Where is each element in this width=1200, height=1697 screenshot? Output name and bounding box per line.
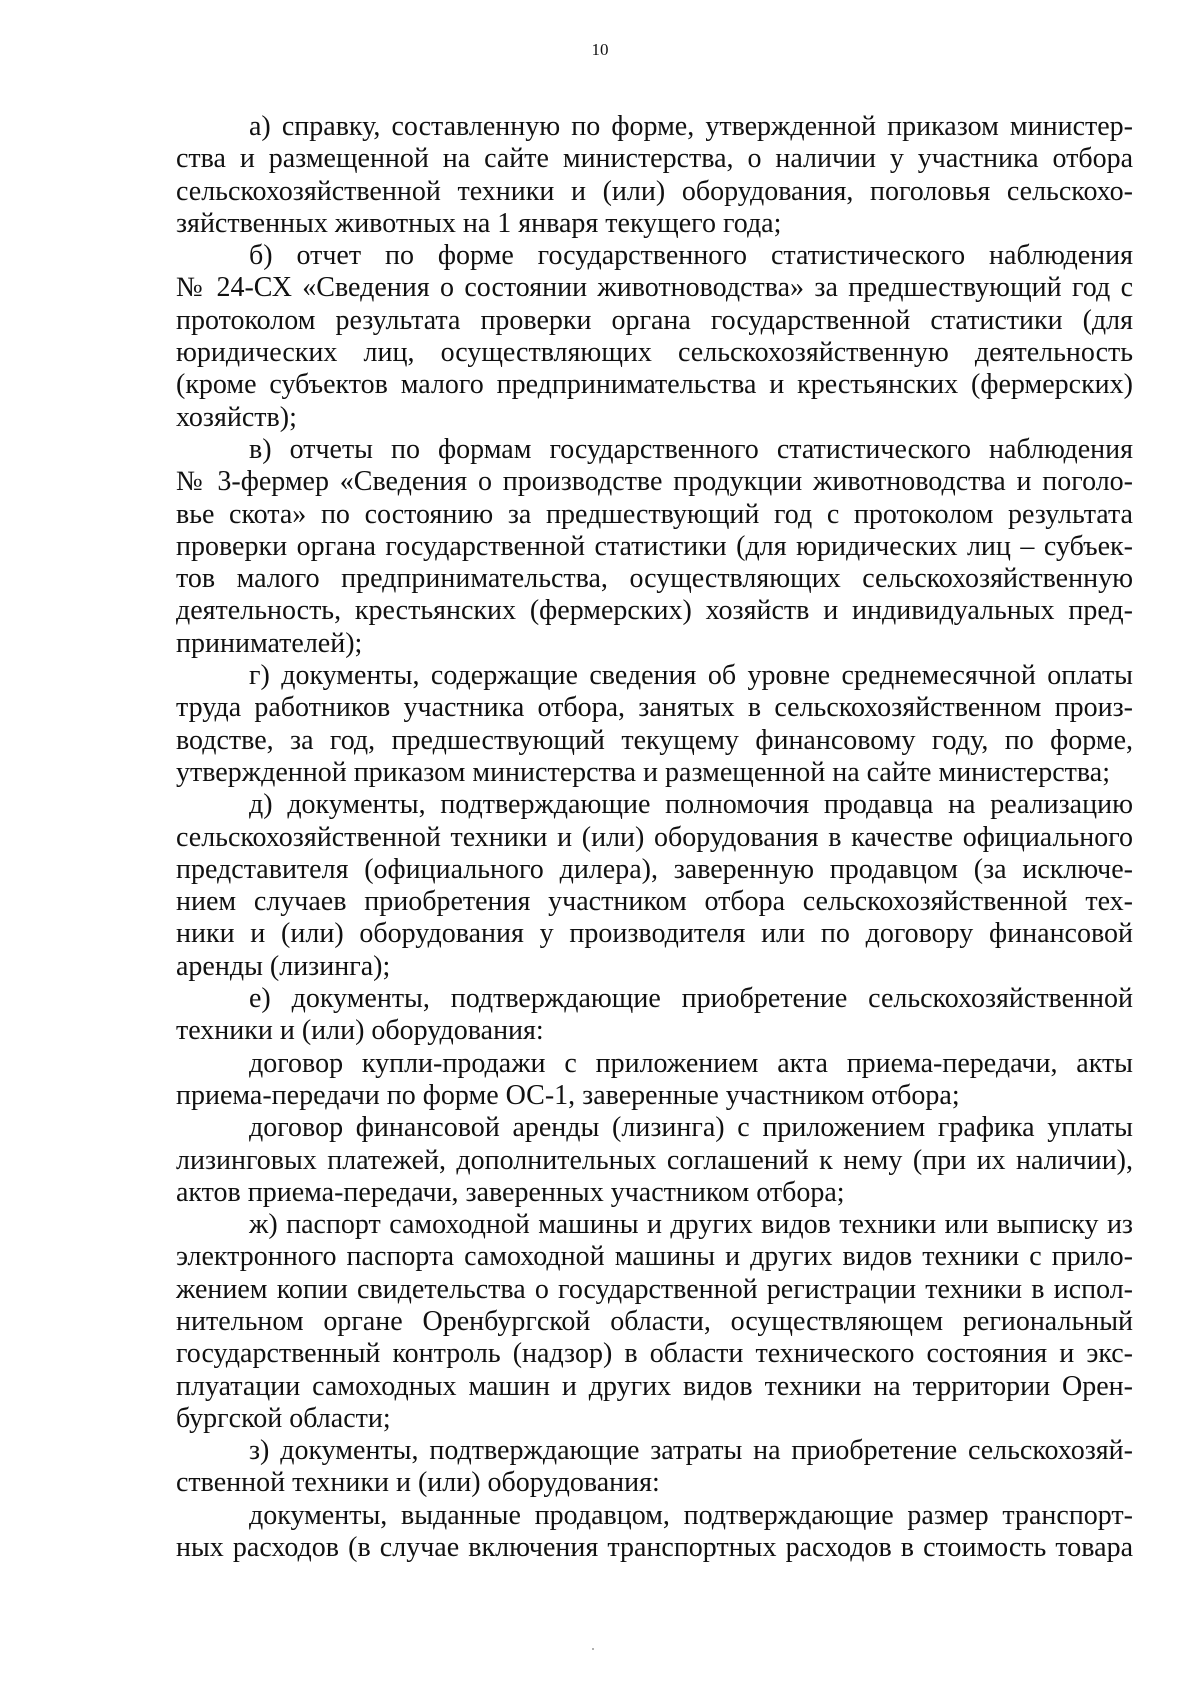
text-line: бургской области; — [176, 1402, 391, 1434]
text-line: тов малого предпринимательства, осуществляющих сельскохозяйственную — [176, 563, 1133, 595]
text-line: зяйственных животных на 1 января текущего года; — [176, 207, 782, 239]
text-line: плуатации самоходных машин и других видов техники на территории Орен- — [176, 1370, 1133, 1402]
text-line: труда работников участника отбора, занятых в сельскохозяйственном произ- — [176, 692, 1133, 724]
text-line: договор финансовой аренды (лизинга) с приложением графика уплаты — [249, 1112, 1133, 1144]
text-line: сельскохозяйственной техники и (или) оборудования в качестве официального — [176, 821, 1133, 853]
text-line: в) отчеты по формам государственного статистического наблюдения — [249, 433, 1133, 465]
text-line: сельскохозяйственной техники и (или) оборудования, поголовья сельскохо- — [176, 175, 1133, 207]
text-line: вье скота» по состоянию за предшествующий год с протоколом результата — [176, 498, 1133, 530]
paragraph — [176, 240, 1133, 434]
paragraph — [176, 789, 1133, 983]
text-line: представителя (официального дилера), заверенную продавцом (за исключе- — [176, 853, 1133, 885]
text-line: № 3-фермер «Сведения о производстве продукции животноводства и поголо- — [176, 466, 1133, 498]
text-line: утвержденной приказом министерства и размещенной на сайте министерства; — [176, 756, 1110, 788]
text-line: ства и размещенной на сайте министерства, о наличии у участника отбора — [176, 143, 1133, 175]
text-line: а) справку, составленную по форме, утвержденной приказом министер- — [249, 111, 1133, 142]
scan-artifact — [592, 1648, 594, 1650]
text-line: ных расходов (в случае включения транспортных расходов в стоимость товара — [176, 1532, 1133, 1564]
text-line: (кроме субъектов малого предпринимательства и крестьянских (фермерских) — [176, 369, 1133, 401]
text-line: деятельность, крестьянских (фермерских) хозяйств и индивидуальных пред- — [176, 595, 1133, 627]
paragraph — [176, 1500, 1133, 1565]
text-line: юридических лиц, осуществляющих сельскохозяйственную деятельность — [176, 337, 1133, 369]
paragraph — [176, 1048, 1133, 1113]
document-body — [176, 111, 1133, 1564]
text-line: д) документы, подтверждающие полномочия продавца на реализацию — [249, 789, 1133, 821]
text-line: з) документы, подтверждающие затраты на приобретение сельскохозяй- — [249, 1435, 1133, 1467]
paragraph — [176, 1209, 1133, 1435]
text-line: нительном органе Оренбургской области, осуществляющем региональный — [176, 1305, 1133, 1337]
text-line: приема-передачи по форме ОС-1, заверенные участником отбора; — [176, 1079, 960, 1111]
paragraph — [176, 983, 1133, 1048]
text-line: принимателей); — [176, 627, 363, 659]
text-line: лизинговых платежей, дополнительных соглашений к нему (при их наличии), — [176, 1144, 1133, 1176]
text-line: документы, выданные продавцом, подтверждающие размер транспорт- — [249, 1499, 1133, 1531]
text-line: хозяйств); — [176, 401, 297, 433]
page-number: 10 — [591, 40, 609, 59]
text-line: электронного паспорта самоходной машины и других видов техники с прило- — [176, 1241, 1133, 1273]
paragraph — [176, 111, 1133, 240]
text-line: техники и (или) оборудования: — [176, 1015, 544, 1047]
text-line: № 24-СХ «Сведения о состоянии животноводства» за предшествующий год с — [176, 272, 1133, 304]
paragraph — [176, 660, 1133, 789]
text-line: проверки органа государственной статистики (для юридических лиц – субъек- — [176, 530, 1133, 562]
paragraph — [176, 1435, 1133, 1500]
text-line: государственный контроль (надзор) в области технического состояния и экс- — [176, 1338, 1133, 1370]
text-line: аренды (лизинга); — [176, 950, 391, 982]
text-line: жением копии свидетельства о государственной регистрации техники в испол- — [176, 1273, 1133, 1305]
text-line: г) документы, содержащие сведения об уровне среднемесячной оплаты — [249, 660, 1133, 692]
text-line: договор купли-продажи с приложением акта приема-передачи, акты — [249, 1047, 1133, 1079]
paragraph — [176, 434, 1133, 660]
text-line: ственной техники и (или) оборудования: — [176, 1467, 660, 1499]
text-line: е) документы, подтверждающие приобретение сельскохозяйственной — [249, 983, 1133, 1015]
text-line: водстве, за год, предшествующий текущему финансовому году, по форме, — [176, 724, 1133, 756]
text-line: ж) паспорт самоходной машины и других видов техники или выписку из — [249, 1209, 1133, 1241]
text-line: протоколом результата проверки органа государственной статистики (для — [176, 304, 1133, 336]
text-line: ники и (или) оборудования у производителя или по договору финансовой — [176, 918, 1133, 950]
text-line: б) отчет по форме государственного статистического наблюдения — [249, 240, 1133, 272]
text-line: нием случаев приобретения участником отбора сельскохозяйственной тех- — [176, 886, 1133, 918]
text-line: актов приема-передачи, заверенных участником отбора; — [176, 1176, 845, 1208]
paragraph — [176, 1112, 1133, 1209]
